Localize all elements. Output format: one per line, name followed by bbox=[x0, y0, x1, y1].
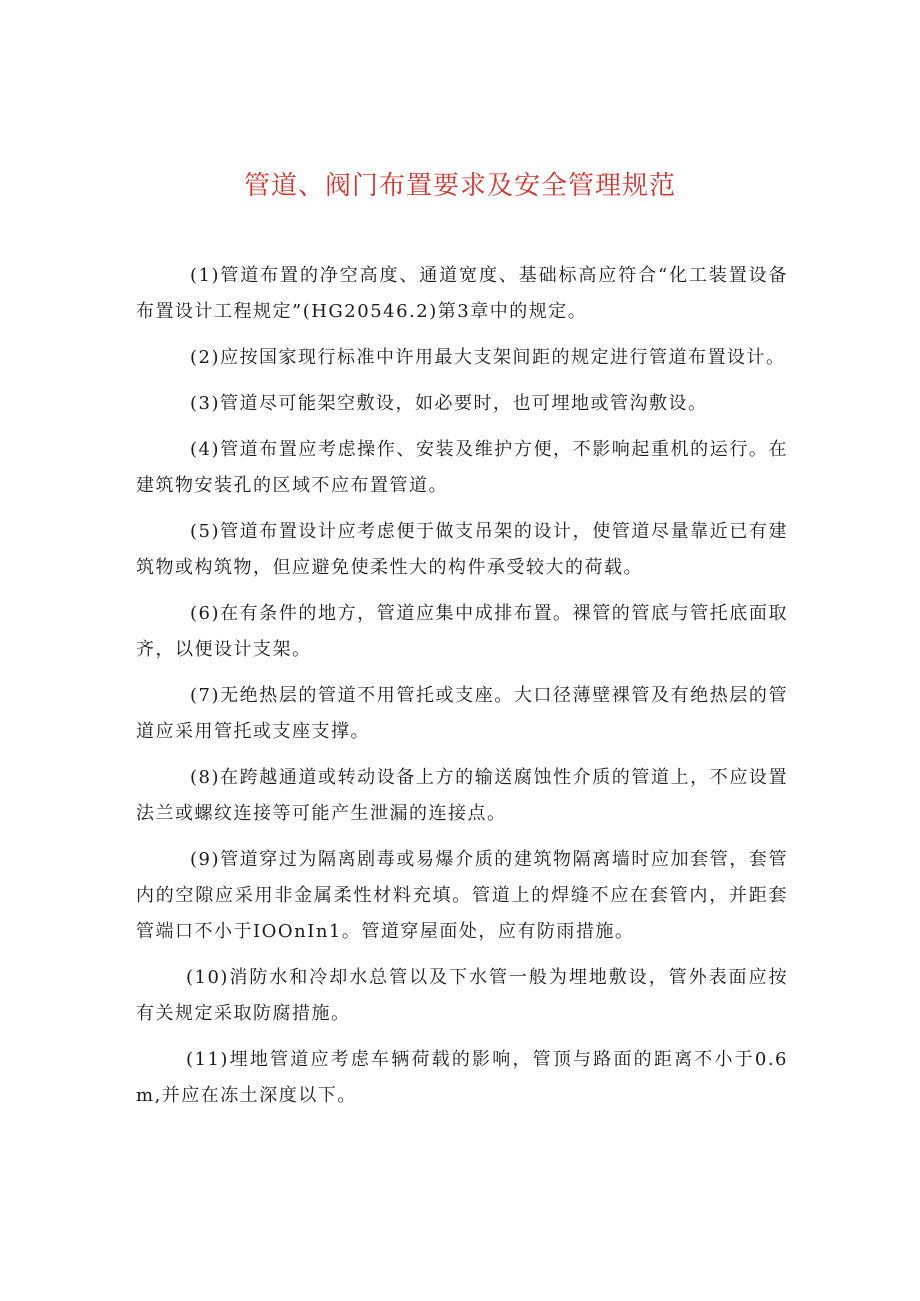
paragraph-2: (2)应按国家现行标准中许用最大支架间距的规定进行管道布置设计。 bbox=[190, 347, 786, 368]
document-title: 管道、阀门布置要求及安全管理规范 bbox=[243, 171, 676, 201]
paragraph-4: (4)管道布置应考虑操作、安装及维护方便，不影响起重机的运行。在建筑物安装孔的区域不应布置管道。 bbox=[136, 439, 788, 496]
paragraph-10: (10)消防水和冷却水总管以及下水管一般为埋地敷设，管外表面应按有关规定采取防腐措施。 bbox=[136, 967, 788, 1024]
document-body bbox=[136, 258, 788, 1124]
paragraph-8: (8)在跨越通道或转动设备上方的输送腐蚀性介质的管道上，不应设置法兰或螺纹连接等可能产生泄漏的连接点。 bbox=[136, 767, 788, 824]
paragraph-5: (5)管道布置设计应考虑便于做支吊架的设计，使管道尽量靠近已有建筑物或构筑物，但应避免使柔性大的构件承受较大的荷载。 bbox=[136, 521, 788, 578]
paragraph-1: (1)管道布置的净空高度、通道宽度、基础标高应符合“化工装置设备布置设计工程规定”(HG20546.2)第3章中的规定。 bbox=[136, 265, 788, 322]
paragraph-7: (7)无绝热层的管道不用管托或支座。大口径薄壁裸管及有绝热层的管道应采用管托或支座支撑。 bbox=[136, 685, 788, 742]
paragraph-9: (9)管道穿过为隔离剧毒或易爆介质的建筑物隔离墙时应加套管，套管内的空隙应采用非金属柔性材料充填。管道上的焊缝不应在套管内，并距套管端口不小于IOOnIn1。管道穿屋面处，应有防雨措施。 bbox=[136, 849, 788, 942]
paragraph-3: (3)管道尽可能架空敷设，如必要时，也可埋地或管沟敷设。 bbox=[190, 393, 708, 414]
paragraph-11: (11)埋地管道应考虑车辆荷载的影响，管顶与路面的距离不小于0.6m,并应在冻土深度以下。 bbox=[136, 1049, 788, 1106]
paragraph-6: (6)在有条件的地方，管道应集中成排布置。裸管的管底与管托底面取齐，以便设计支架。 bbox=[136, 603, 788, 660]
